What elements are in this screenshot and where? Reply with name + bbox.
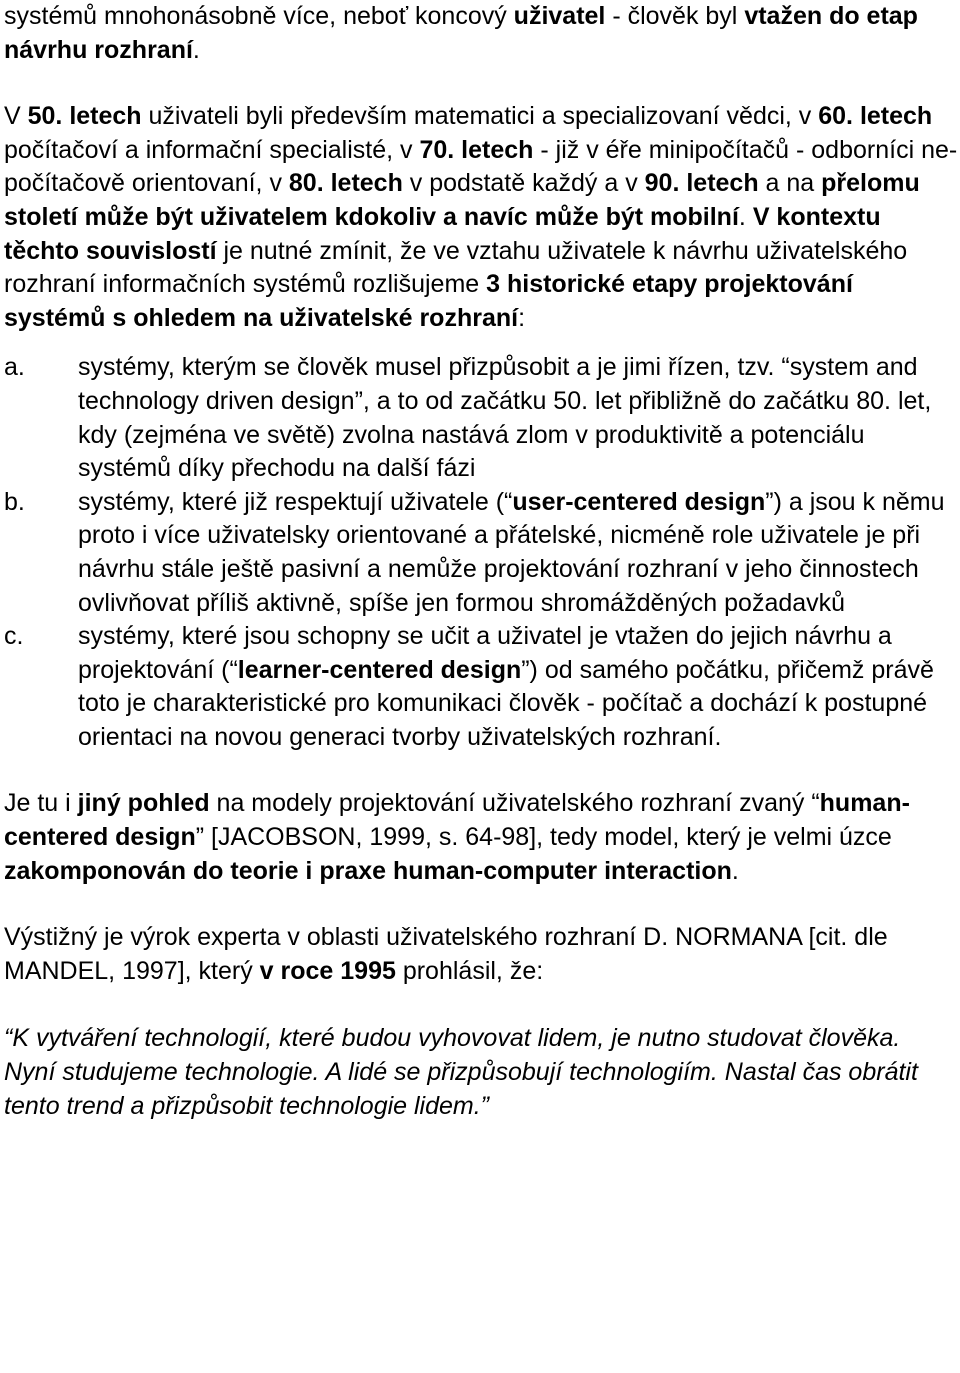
list-b-seg-1: user-centered design <box>512 487 766 516</box>
p3-seg-0: Je tu i <box>4 789 78 818</box>
list-item <box>4 486 958 620</box>
p2-seg-6: - již v éře minipočítačů - odborníci ne-počítačově orientovaní, v <box>4 135 958 198</box>
list-b-seg-0: systémy, které již respektují uživatele (“ <box>78 487 513 516</box>
list-item <box>4 620 958 754</box>
p4-seg-0: Výstižný je výrok experta v oblasti uživatelského rozhraní D. NORMANA [cit. dle MANDEL, 1997], který <box>4 923 888 985</box>
p2-seg-15: 3 historické etapy projektování systémů s ohledem na uživatelské rozhraní <box>4 270 853 332</box>
list-marker: c. <box>4 622 24 651</box>
p2-seg-3: 60. letech <box>818 102 933 131</box>
p2-seg-10: a na <box>758 169 822 198</box>
p3-seg-2: na modely projektování uživatelského rozhraní zvaný “ <box>209 789 820 818</box>
list-c-seg-0: systémy, které jsou schopny se učit a uživatel je vtažen do jejich návrhu a projektování (“ <box>78 622 892 684</box>
list-c-seg-1: learner-centered design <box>237 655 522 684</box>
p2-seg-1: 50. letech <box>27 102 142 131</box>
p2-seg-16: : <box>518 303 526 332</box>
p2-seg-9: 90. letech <box>644 169 759 198</box>
document-page <box>4 0 958 1123</box>
intro-seg-2: - člověk byl <box>605 2 745 30</box>
p3-seg-1: jiný pohled <box>77 789 210 818</box>
intro-seg-0: systémů mnohonásobně více, neboť koncový <box>4 2 514 30</box>
p3-seg-5: zakomponován do teorie i praxe human-computer interaction <box>4 856 732 885</box>
norman-paragraph <box>4 921 958 988</box>
list-c-seg-2: ”) od samého počátku, přičemž právě toto je charakteristické pro komunikaci člověk - počítač a dochází k postupné orientaci na novou generaci tvorby uživatelských rozhraní. <box>78 655 934 751</box>
list-marker: b. <box>4 487 25 516</box>
list-a-seg-0: systémy, kterým se člověk musel přizpůsobit a je jimi řízen, tzv. “system and technology driven design”, a to od začátku 50. let přibližně do začátku 80. let, kdy (zejména ve světě) zvolna nastává zlom v produktivitě a potenciálu systémů díky přechodu na další fázi <box>78 353 932 483</box>
p2-seg-13: V kontextu těchto souvislostí <box>4 202 881 265</box>
human-centered-paragraph <box>4 787 958 888</box>
p2-seg-5: 70. letech <box>419 135 534 164</box>
p2-seg-2: uživateli byli především matematici a specializovaní vědci, v <box>141 102 819 131</box>
p3-seg-4: ” [JACOBSON, 1999, s. 64-98], tedy model, který je velmi úzce <box>195 823 892 852</box>
p4-seg-2: prohlásil, že: <box>395 956 544 985</box>
intro-paragraph <box>4 0 958 67</box>
p3-seg-3: human-centered design <box>4 789 910 852</box>
p2-seg-12: . <box>738 202 753 231</box>
intro-seg-1: uživatel <box>513 2 606 30</box>
intro-seg-4: . <box>192 35 200 64</box>
p2-seg-11: přelomu století může být uživatelem kdokoliv a navíc může být mobilní <box>4 169 920 231</box>
list-marker: a. <box>4 353 25 382</box>
p2-seg-7: 80. letech <box>288 169 403 198</box>
list-b-seg-2: ”) a jsou k němu proto i více uživatelsky orientované a přátelské, nicméně role uživatele je při návrhu stále ještě pasivní a nemůže projektování rozhraní v jeho činnostech ovlivňovat příliš aktivně, spíše jen formou shromážděných požadavků <box>78 487 945 617</box>
design-stages-list <box>4 351 958 754</box>
history-paragraph <box>4 100 958 335</box>
p2-seg-4: počítačoví a informační specialisté, v <box>4 135 420 164</box>
p2-seg-14: je nutné zmínit, že ve vztahu uživatele k návrhu uživatelského rozhraní informačních systémů rozlišujeme <box>4 236 908 299</box>
intro-seg-3: vtažen do etap návrhu rozhraní <box>4 2 918 64</box>
p3-seg-6: . <box>731 856 739 885</box>
p2-seg-8: v podstatě každý a v <box>402 169 645 198</box>
list-item <box>4 351 958 485</box>
norman-quote: “K vytváření technologií, které budou vyhovovat lidem, je nutno studovat člověka. Nyní studujeme technologie. A lidé se přizpůsobují technologiím. Nastal čas obrátit tento trend a přizpůsobit technologie lidem.” <box>4 1024 918 1120</box>
p2-seg-0: V <box>4 102 28 131</box>
p4-seg-1: v roce 1995 <box>259 956 396 985</box>
